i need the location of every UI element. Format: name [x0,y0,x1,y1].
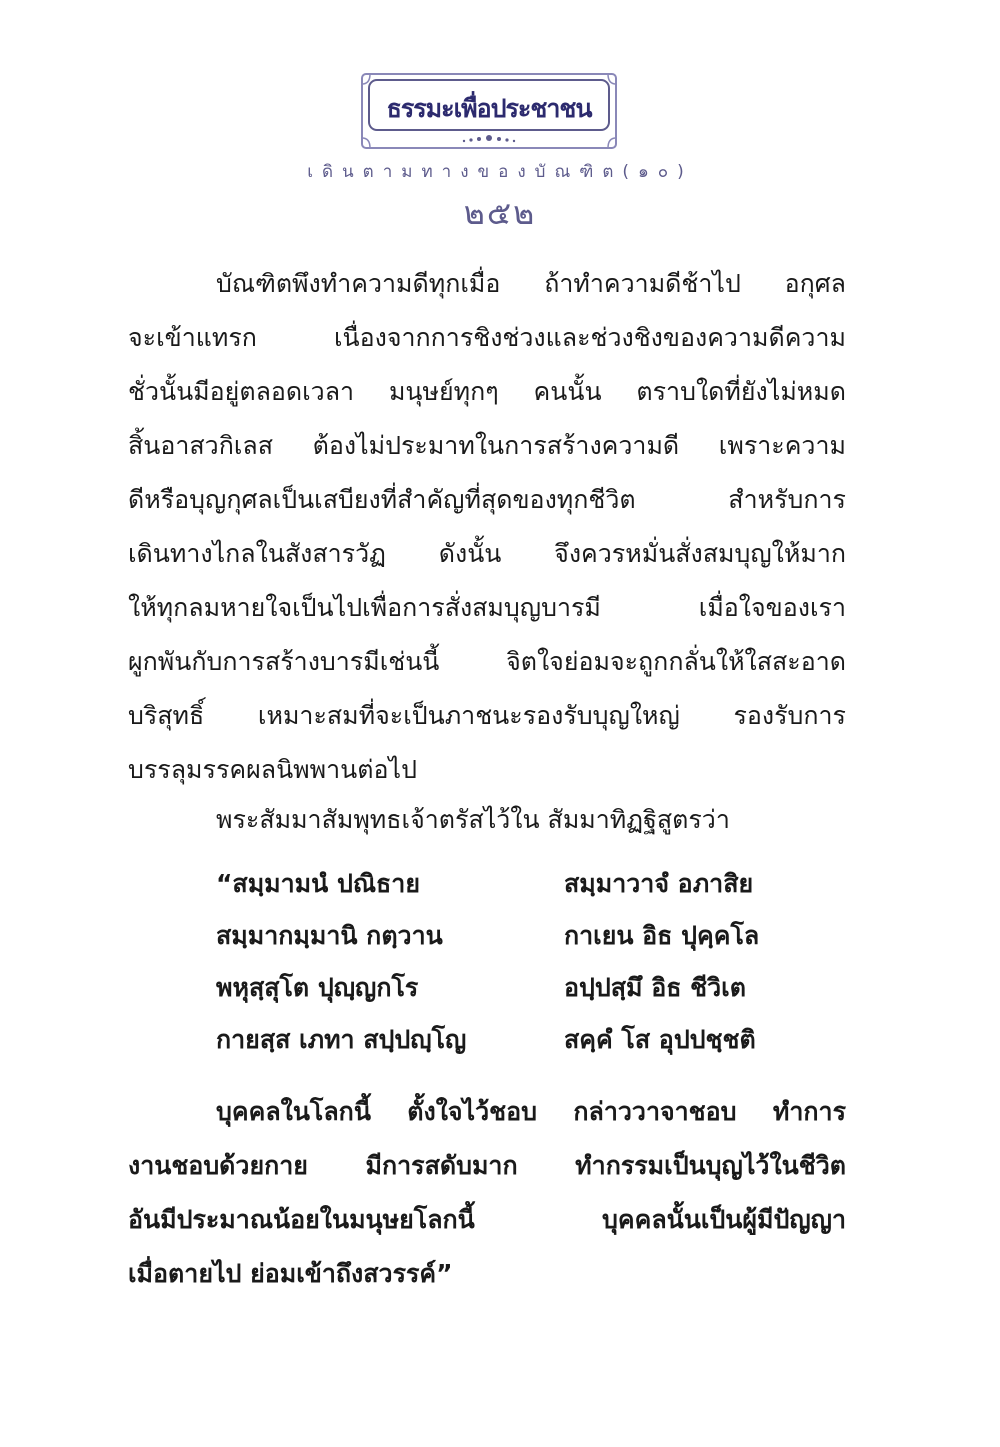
logo [360,72,618,150]
ornament-icon [463,135,515,142]
verse-row [216,910,856,962]
chapter-title: เดินตามทางของบัณฑิต(๑๐) [307,162,693,182]
paragraph-line: บุคคลในโลกนี้ ตั้งใจไว้ชอบ กล่าววาจาชอบ ทำการ [216,1097,846,1126]
verse-left: “สมฺมามนํ ปณิธาย [216,869,420,898]
logo-text: ธรรมะเพื่อประชาชน [386,94,592,123]
paragraph-line: บัณฑิตพึงทำความดีทุกเมื่อ ถ้าทำความดีช้าไป อกุศล [216,269,846,298]
paragraph-line: บรรลุมรรคผลนิพพานต่อไป [128,755,417,784]
verse-left: พหุสฺสุโต ปุญฺญกโร [216,973,419,1002]
paragraph-line: ชั่วนั้นมีอยู่ตลอดเวลา มนุษย์ทุกๆ คนนั้น ตราบใดที่ยังไม่หมด [128,377,846,406]
paragraph-line: สิ้นอาสวกิเลส ต้องไม่ประมาทในการสร้างความดี เพราะความ [128,431,846,460]
paragraph-line: ผูกพันกับการสร้างบารมีเช่นนี้ จิตใจย่อมจะถูกกลั่นให้ใสสะอาด [128,647,846,676]
verse-row [216,858,856,910]
verse-left: กายสฺส เภทา สปฺปญฺโญ [216,1025,467,1054]
paragraph-line: บริสุทธิ์ เหมาะสมที่จะเป็นภาชนะรองรับบุญใหญ่ รองรับการ [128,701,846,730]
verse-left: สมฺมากมฺมานิ กตฺวาน [216,921,443,950]
paragraph-line: เดินทางไกลในสังสารวัฏ ดังนั้น จึงควรหมั่นสั่งสมบุญให้มาก [128,539,846,568]
verse-row [216,962,856,1014]
verse-right: อปฺปสฺมึ อิธ ชีวิเต [564,973,746,1002]
paragraph-line: ดีหรือบุญกุศลเป็นเสบียงที่สำคัญที่สุดของทุกชีวิต สำหรับการ [128,485,846,514]
verse-intro: พระสัมมาสัมพุทธเจ้าตรัสไว้ใน สัมมาทิฏฐิสูตรว่า [216,805,730,834]
verse-right: กาเยน อิธ ปุคฺคโล [564,921,760,950]
paragraph-line: ให้ทุกลมหายใจเป็นไปเพื่อการสั่งสมบุญบารมี เมื่อใจของเรา [128,593,846,622]
paragraph-1 [128,257,846,797]
page-number: ๒๕๒ [463,194,537,232]
paragraph-translation [128,1085,846,1301]
pali-verse [216,858,856,1066]
paragraph-line: เมื่อตายไป ย่อมเข้าถึงสวรรค์” [128,1259,453,1288]
paragraph-line: อันมีประมาณน้อยในมนุษยโลกนี้ บุคคลนั้นเป็นผู้มีปัญญา [128,1205,846,1234]
paragraph-line: จะเข้าแทรก เนื่องจากการชิงช่วงและช่วงชิงของความดีความ [128,323,846,352]
verse-right: สคฺคํ โส อุปปชฺชติ [564,1025,756,1054]
verse-row [216,1014,856,1066]
paragraph-line: งานชอบด้วยกาย มีการสดับมาก ทำกรรมเป็นบุญไว้ในชีวิต [128,1151,846,1180]
verse-right: สมฺมาวาจํ อภาสิย [564,869,754,898]
